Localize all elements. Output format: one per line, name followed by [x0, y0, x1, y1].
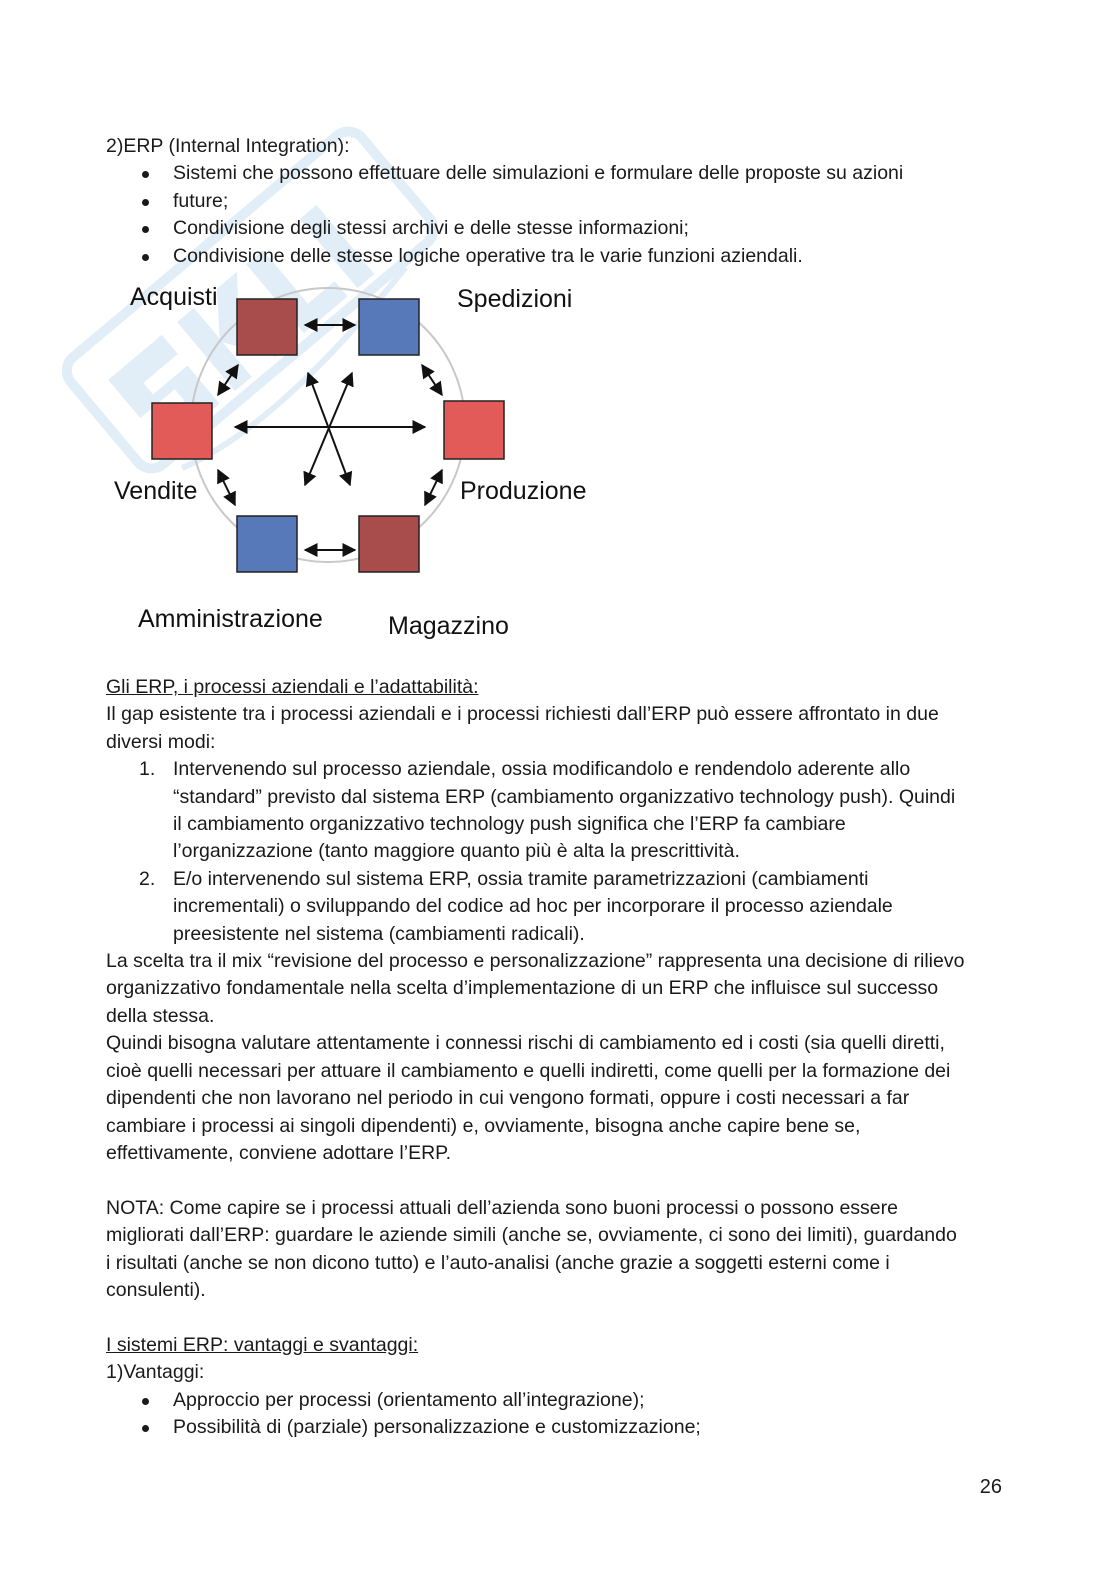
subheading: 1)Vantaggi:: [106, 1361, 205, 1384]
square-produzione: [444, 401, 504, 459]
page-number: 26: [979, 1476, 1002, 1498]
square-magazzino: [359, 516, 419, 572]
nota-line: migliorati dall’ERP: guardare le aziende simili (anche se, ovviamente, ci sono dei limiti), guardando: [106, 1224, 957, 1247]
square-spedizioni: [359, 299, 419, 355]
list-item: [106, 866, 1026, 948]
arrow-spedizioni-amministrazione: [305, 373, 352, 485]
label-spedizioni: Spedizioni: [457, 285, 573, 313]
paragraph-line: cambiare i processi ai singoli dipendenti) e, ovviamente, bisogna anche capire bene se,: [106, 1114, 861, 1137]
spacer: [106, 1304, 1026, 1331]
list-item-line: Intervenendo sul processo aziendale, ossia modificandolo e rendendolo aderente allo: [173, 758, 911, 781]
list-item-line: preesistente nel sistema (cambiamenti radicali).: [173, 922, 585, 945]
list-item-line: “standard” previsto dal sistema ERP (cambiamento organizzativo technology push). Quindi: [173, 785, 956, 808]
list-item-continuation: [106, 188, 1026, 215]
list-item: Approccio per processi (orientamento all’integrazione);: [106, 1387, 1026, 1414]
bullet-list: [106, 160, 1026, 270]
paragraph-line: Quindi bisogna valutare attentamente i connessi rischi di cambiamento ed i costi (sia quelli diretti,: [106, 1032, 945, 1055]
label-magazzino: Magazzino: [388, 612, 509, 640]
paragraph-line: Il gap esistente tra i processi aziendali e i processi richiesti dall’ERP può essere affrontato in due: [106, 703, 939, 726]
list-item-line: incrementali) o sviluppando del codice ad hoc per incorporare il processo aziendale: [173, 895, 893, 918]
paragraph-line: cioè quelli necessari per attuare il cambiamento e quelli indiretti, come quelli per la formazione dei: [106, 1059, 951, 1082]
list-item: Possibilità di (parziale) personalizzazione e customizzazione;: [106, 1414, 1026, 1441]
erp-integration-diagram: [100, 280, 620, 650]
paragraph-line: della stessa.: [106, 1004, 215, 1027]
section-heading: 2)ERP (Internal Integration):: [106, 135, 350, 157]
section-heading: Gli ERP, i processi aziendali e l’adattabilità:: [106, 676, 479, 698]
paragraph-line: dipendenti che non lavorano nel periodo in cui vengono formati, oppure i costi necessari a far: [106, 1087, 910, 1110]
square-amministrazione: [237, 516, 297, 572]
label-vendite: Vendite: [114, 477, 198, 505]
square-acquisti: [237, 299, 297, 355]
list-number: 2.: [139, 867, 156, 890]
section-erp-internal-integration: [106, 133, 1026, 270]
numbered-list: [106, 756, 1026, 948]
list-item: Condivisione degli stessi archivi e delle stesse informazioni;: [106, 215, 1026, 242]
label-produzione: Produzione: [460, 477, 587, 505]
list-item-line: il cambiamento organizzativo technology push significa che l’ERP fa cambiare: [173, 813, 846, 836]
paragraph-line: diversi modi:: [106, 730, 216, 753]
paragraph-line: effettivamente, conviene adottare l’ERP.: [106, 1141, 452, 1164]
list-item: Condivisione delle stesse logiche operative tra le varie funzioni aziendali.: [106, 243, 1026, 270]
paragraph-line: organizzativo fondamentale nella scelta d’implementazione di un ERP che influisce sul successo: [106, 977, 939, 1000]
section-heading: I sistemi ERP: vantaggi e svantaggi:: [106, 1333, 419, 1356]
list-item-line: l’organizzazione (tanto maggiore quanto più è alta la prescrittività.: [173, 840, 740, 863]
arrow-vendite-amministrazione: [218, 470, 235, 505]
bullet-list: [106, 1387, 1026, 1442]
list-item: [106, 756, 1026, 866]
list-item: Sistemi che possono effettuare delle simulazioni e formulare delle proposte su azioni: [106, 160, 1026, 187]
paragraph-line: La scelta tra il mix “revisione del processo e personalizzazione” rappresenta una decisione di rilievo: [106, 950, 965, 973]
arrow-spedizioni-produzione: [422, 365, 442, 395]
nota-line: consulenti).: [106, 1278, 206, 1301]
label-amministrazione: Amministrazione: [138, 605, 323, 633]
continuation-text: future;: [173, 189, 229, 212]
list-item-line: E/o intervenendo sul sistema ERP, ossia tramite parametrizzazioni (cambiamenti: [173, 867, 869, 890]
square-vendite: [152, 403, 212, 459]
nota-line: NOTA: Come capire se i processi attuali dell’azienda sono buoni processi o possono essere: [106, 1196, 898, 1219]
section-processi-aziendali: [106, 674, 1026, 1441]
nota-line: i risultati (anche se non dicono tutto) e l’auto-analisi (anche grazie a soggetti esterni come i: [106, 1251, 890, 1274]
arrow-produzione-magazzino: [425, 470, 442, 505]
list-number: 1.: [139, 758, 156, 781]
label-acquisti: Acquisti: [130, 283, 218, 311]
arrow-acquisti-vendite: [218, 365, 238, 395]
spacer: [106, 1167, 1026, 1194]
